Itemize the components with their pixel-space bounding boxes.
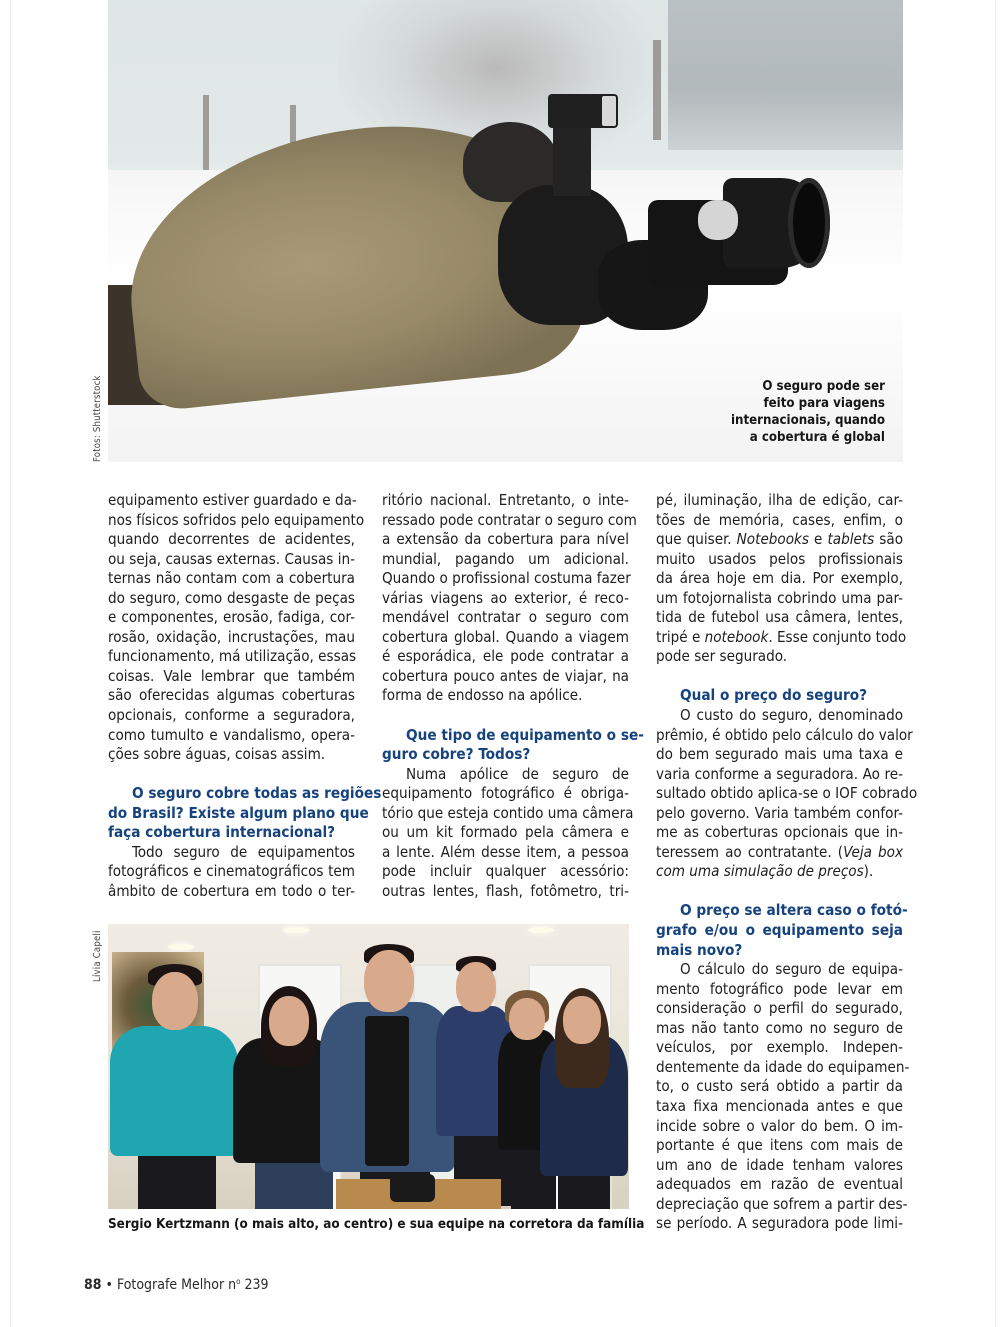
photo-snow-on-lens — [698, 200, 738, 240]
text-line: prêmio, é obtido pelo cálculo do valor — [656, 725, 913, 744]
text-line: tida de futebol usa câmera, lentes, — [656, 608, 903, 627]
page-edge-right — [995, 0, 996, 1327]
magazine-name: Fotografe Melhor n — [116, 1277, 237, 1293]
person-face — [563, 996, 601, 1044]
text-line: to, o custo será obtido a partir da — [656, 1077, 903, 1096]
article-column-1 — [108, 491, 382, 901]
italic-text: com uma simulação de preços — [656, 862, 864, 881]
text-line: veículos, por exemplo. Indepen- — [656, 1038, 903, 1057]
italic-term: Notebooks — [736, 530, 809, 549]
page-edge-left — [10, 0, 11, 1327]
paragraph — [656, 491, 907, 667]
text-line: mas não tanto como no seguro de — [656, 1018, 903, 1037]
caption-line: internacionais, quando — [730, 413, 885, 428]
section-heading-equipment-covered — [382, 725, 644, 765]
person-legs — [138, 1149, 216, 1209]
paragraph — [108, 843, 355, 902]
caption-line: a cobertura é global — [749, 430, 885, 445]
text-line: mento fotográfico pode levar em — [656, 979, 903, 998]
text-line — [656, 627, 907, 648]
text-line: fotográficos e cinematográficos tem — [108, 862, 355, 881]
text-line: ou um kit formado pela câmera e — [382, 823, 629, 842]
text-line: muito usados pelos profissionais — [656, 549, 903, 568]
text-line: tório que esteja contido uma câmera — [382, 803, 634, 822]
photo-flash-body — [553, 126, 591, 196]
text-line — [656, 862, 903, 882]
text-line: um fotojornalista cobrindo uma par- — [656, 588, 903, 607]
italic-term: tablets — [827, 530, 875, 549]
heading-line: O preço se altera caso o fotó- — [680, 901, 908, 920]
text-line: âmbito de cobertura em todo o ter- — [108, 881, 355, 900]
article-column-3 — [656, 491, 918, 1234]
text-line: ou seja, causas externas. Causas in- — [108, 549, 355, 568]
article-column-2 — [382, 491, 644, 901]
bottom-photo-caption: Sergio Kertzmann (o mais alto, ao centro) e sua equipe na corretora da família — [108, 1217, 645, 1232]
text-line: nos físicos sofridos pelo equipamento — [108, 510, 365, 529]
person-face — [509, 998, 545, 1040]
person-face — [456, 962, 496, 1012]
text-line: funcionamento, má utilização, essas — [108, 647, 357, 666]
text-line: cobertura pouco antes de viajar, na — [382, 666, 629, 685]
text-line — [656, 530, 903, 550]
text-line: taxa fixa mencionada antes e que — [656, 1096, 903, 1115]
paragraph-gap — [656, 882, 903, 902]
heading-line: do Brasil? Existe algum plano que — [108, 803, 369, 822]
bottom-photo-credit: Lívia Capeli — [92, 930, 103, 982]
section-heading-price-change — [656, 901, 908, 960]
person-face — [152, 972, 198, 1030]
top-photo-caption — [685, 378, 885, 446]
text-line: ressado pode contratar o seguro com — [382, 510, 637, 529]
text-line: e componentes, erosão, fadiga, cor- — [108, 608, 355, 627]
text-line: a lente. Além desse item, a pessoa — [382, 842, 629, 861]
text-line: cobertura global. Quando a viagem — [382, 627, 629, 646]
issue-number: 239 — [240, 1277, 269, 1293]
person-sweater — [365, 1016, 409, 1166]
text-line: sultado obtido aplica-se o IOF cobrado — [656, 784, 918, 803]
text-line: equipamento estiver guardado e da- — [108, 491, 357, 509]
text-line: é esporádica, ele pode contratar a — [382, 647, 629, 666]
paragraph — [382, 491, 637, 706]
text-line: tões de memória, cases, enfim, o — [656, 510, 903, 529]
text-run: . Esse conjunto todo — [768, 627, 907, 646]
text-line: me as coberturas opcionais que in- — [656, 823, 903, 842]
text-line: mundial, pagando um adicional. — [382, 549, 629, 568]
paragraph-gap — [108, 765, 355, 785]
text-line: equipamento fotográfico é obriga- — [382, 784, 629, 803]
paragraph-gap — [382, 706, 629, 726]
text-line: rosão, oxidação, incrustações, mau — [108, 627, 355, 646]
heading-line: Qual o preço do seguro? — [680, 686, 868, 705]
section-heading-coverage-regions — [108, 784, 382, 843]
text-line: Numa apólice de seguro de — [406, 764, 629, 783]
person-face — [364, 950, 414, 1012]
heading-line: guro cobre? Todos? — [382, 745, 531, 764]
photo-fence-post — [653, 40, 661, 140]
text-line: se período. A seguradora pode limi- — [656, 1214, 903, 1233]
text-line: forma de endosso na apólice. — [382, 686, 583, 705]
text-line: ritório nacional. Entretanto, o inte- — [382, 491, 629, 509]
photo-fence-post — [203, 95, 209, 170]
photo-camera-on-table — [390, 1174, 435, 1202]
text-line: ternas não contam com a cobertura — [108, 569, 355, 588]
text-line: são oferecidas algumas coberturas — [108, 686, 355, 705]
text-run: ). — [863, 862, 874, 881]
text-line: do seguro, como desgaste de peças — [108, 588, 355, 607]
text-line: da área hoje em dia. Por exemplo, — [656, 569, 903, 588]
text-line: pode incluir qualquer acessório: — [382, 862, 629, 881]
text-line: portante é que itens com mais de — [656, 1136, 903, 1155]
text-line: varia conforme a seguradora. Ao re- — [656, 764, 903, 783]
paragraph — [656, 706, 918, 882]
photo-lens-rim — [788, 178, 830, 268]
text-line: várias viagens ao exterior, é reco- — [382, 588, 629, 607]
heading-line: grafo e/ou o equipamento seja — [656, 921, 903, 940]
text-line: opcionais, conforme a seguradora, — [108, 706, 355, 725]
text-line: do bem segurado mais uma taxa e — [656, 745, 903, 764]
text-line: a extensão da cobertura para nível — [382, 530, 629, 549]
text-run: tripé e — [656, 627, 705, 646]
text-line: pé, iluminação, ilha de edição, car- — [656, 491, 903, 509]
paragraph — [108, 491, 365, 765]
heading-line: O seguro cobre todas as regiões — [132, 784, 382, 803]
heading-line: mais novo? — [656, 940, 743, 959]
photographer-in-snow-photo — [108, 0, 903, 462]
text-run: e — [808, 530, 828, 549]
paragraph-gap — [656, 667, 903, 687]
photo-ceiling-light — [283, 927, 309, 933]
section-heading-price — [656, 686, 903, 706]
text-line: dentemente da idade do equipamen- — [656, 1057, 910, 1076]
page-footer — [84, 1277, 269, 1293]
text-line — [656, 843, 903, 863]
top-photo-credit: Fotos: Shutterstock — [92, 375, 103, 462]
text-line: consideração o perfil do segurado, — [656, 999, 903, 1018]
text-run: que quiser. — [656, 530, 737, 549]
italic-text: Veja box — [843, 842, 903, 861]
text-line: um ano de idade tenham valores — [656, 1155, 903, 1174]
text-line: outras lentes, flash, fotômetro, tri- — [382, 881, 629, 900]
heading-line: faça cobertura internacional? — [108, 823, 336, 842]
text-line: mendável contratar o seguro com — [382, 608, 629, 627]
text-line: incide sobre o valor do bem. O im- — [656, 1116, 903, 1135]
text-line: pelo governo. Varia também confor- — [656, 803, 903, 822]
text-line: como tumulto e vandalismo, opera- — [108, 725, 355, 744]
footer-bullet: • — [105, 1277, 113, 1293]
photo-ceiling-light — [528, 927, 554, 933]
text-run: teressem ao contratante. ( — [656, 842, 844, 861]
page-number: 88 — [84, 1277, 102, 1293]
text-line: ções sobre águas, coisas assim. — [108, 745, 326, 764]
caption-line: O seguro pode ser — [762, 379, 885, 394]
ordinal-indicator: o — [236, 1277, 241, 1286]
paragraph — [656, 960, 910, 1234]
text-line: O custo do seguro, denominado — [680, 706, 903, 725]
photo-ceiling-light — [168, 944, 194, 950]
text-line: depreciação que sofrem a partir des- — [656, 1194, 908, 1213]
text-line: quando decorrentes de acidentes, — [108, 530, 355, 549]
text-line: adequados em razão de eventual — [656, 1175, 903, 1194]
text-line: Todo seguro de equipamentos — [132, 842, 355, 861]
text-line: coisas. Vale lembrar que também — [108, 666, 355, 685]
text-run: são — [874, 530, 904, 549]
paragraph — [382, 764, 634, 902]
heading-line: Que tipo de equipamento o se- — [406, 725, 644, 744]
text-line: O cálculo do seguro de equipa- — [680, 960, 903, 979]
caption-line: feito para viagens — [763, 396, 885, 411]
photo-background-haze — [668, 0, 903, 150]
photo-flash-window — [602, 96, 616, 126]
team-group-photo — [108, 924, 629, 1209]
italic-term: notebook — [704, 627, 769, 646]
text-line: pode ser segurado. — [656, 647, 788, 666]
person-face — [269, 996, 309, 1046]
person-shirt — [110, 1026, 238, 1156]
text-line: Quando o profissional costuma fazer — [382, 569, 631, 588]
